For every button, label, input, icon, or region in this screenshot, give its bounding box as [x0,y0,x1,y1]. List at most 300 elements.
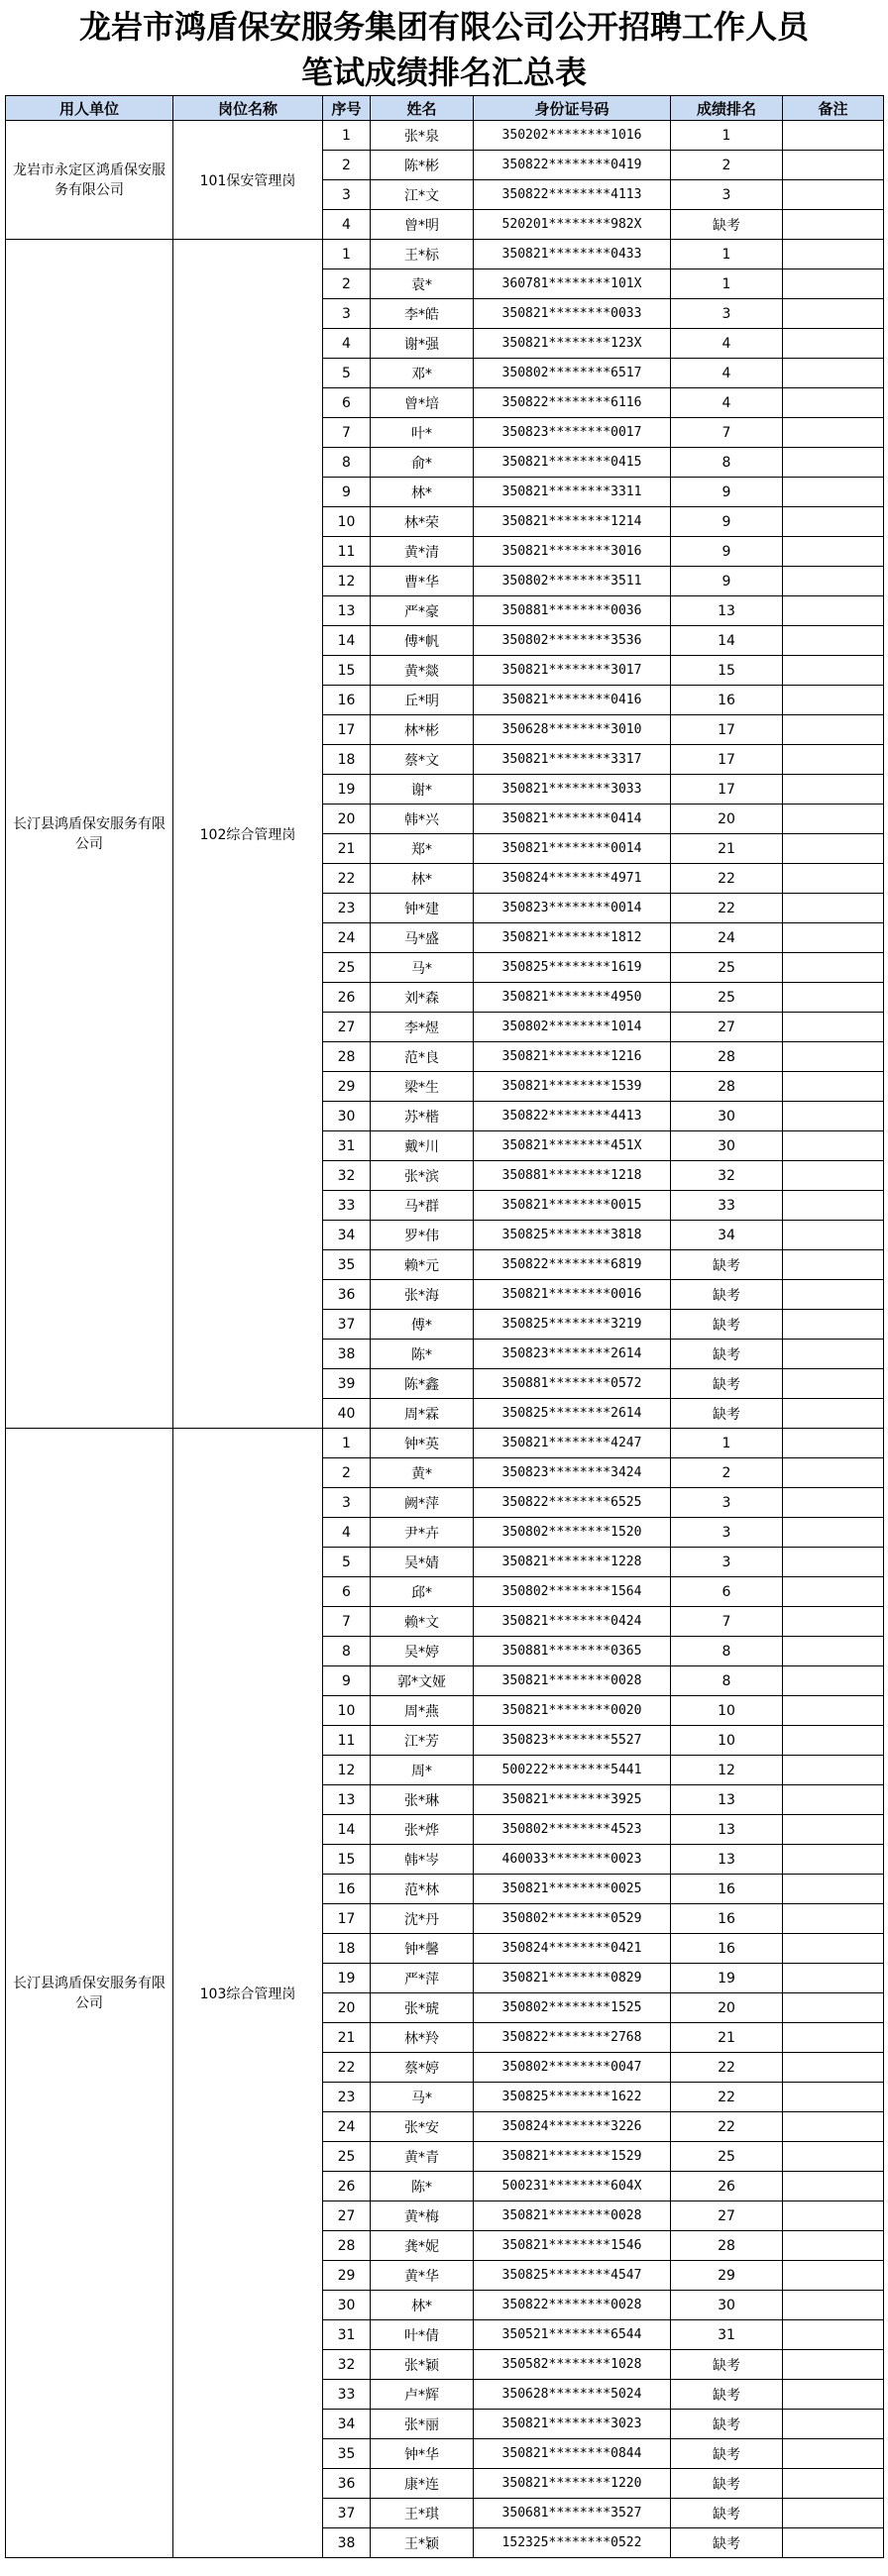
remark-cell [783,2528,884,2558]
rank-cell: 1 [671,121,783,151]
seq-cell: 21 [323,834,371,864]
remark-cell [783,2350,884,2380]
seq-cell: 28 [323,2231,371,2261]
id-cell: 350823********0014 [474,894,671,923]
id-cell: 350821********4950 [474,983,671,1013]
id-cell: 350822********2768 [474,2023,671,2053]
remark-cell [783,2201,884,2231]
seq-cell: 28 [323,1042,371,1072]
remark-cell [783,864,884,894]
seq-cell: 1 [323,1429,371,1458]
remark-cell [783,1102,884,1131]
name-cell: 张*海 [371,1280,474,1310]
seq-cell: 11 [323,537,371,567]
id-cell: 520201********982X [474,210,671,240]
name-cell: 赖*文 [371,1607,474,1637]
seq-cell: 4 [323,329,371,359]
id-cell: 350802********3536 [474,626,671,656]
seq-cell: 7 [323,418,371,448]
seq-cell: 10 [323,1696,371,1726]
remark-cell [783,953,884,983]
seq-cell: 8 [323,448,371,478]
rank-cell: 20 [671,1993,783,2023]
rank-cell: 3 [671,1518,783,1548]
seq-cell: 17 [323,715,371,745]
id-cell: 350821********0829 [474,1964,671,1993]
name-cell: 周*霖 [371,1399,474,1429]
seq-cell: 16 [323,1875,371,1904]
name-cell: 严*豪 [371,596,474,626]
seq-cell: 38 [323,1340,371,1369]
id-cell: 350802********0529 [474,1904,671,1934]
remark-cell [783,923,884,953]
seq-cell: 37 [323,1310,371,1340]
remark-cell [783,1310,884,1340]
remark-cell [783,1964,884,1993]
id-cell: 350881********0365 [474,1637,671,1666]
rank-cell: 13 [671,596,783,626]
id-cell: 350521********6544 [474,2320,671,2350]
id-cell: 350802********3511 [474,567,671,596]
seq-cell: 30 [323,1102,371,1131]
rank-cell: 20 [671,805,783,834]
rank-cell: 7 [671,418,783,448]
employer-cell: 长汀县鸿盾保安服务有限公司 [6,1429,173,2558]
name-cell: 严*萍 [371,1964,474,1993]
id-cell: 350202********1016 [474,121,671,151]
rank-cell: 30 [671,1131,783,1161]
seq-cell: 4 [323,210,371,240]
rank-cell: 3 [671,180,783,210]
id-cell: 350821********1539 [474,1072,671,1102]
rank-cell: 13 [671,1815,783,1845]
remark-cell [783,1577,884,1607]
rank-cell: 32 [671,1161,783,1191]
seq-cell: 3 [323,180,371,210]
seq-cell: 35 [323,2439,371,2469]
rank-cell: 缺考 [671,2410,783,2439]
seq-cell: 23 [323,2083,371,2112]
header-rank: 成绩排名 [671,96,783,121]
name-cell: 黄*梅 [371,2201,474,2231]
rank-cell: 缺考 [671,1369,783,1399]
id-cell: 350802********1564 [474,1577,671,1607]
id-cell: 350802********6517 [474,359,671,388]
name-cell: 刘*森 [371,983,474,1013]
id-cell: 350802********1525 [474,1993,671,2023]
name-cell: 康*连 [371,2469,474,2499]
seq-cell: 16 [323,686,371,715]
rank-cell: 缺考 [671,2499,783,2528]
id-cell: 350802********1520 [474,1518,671,1548]
seq-cell: 29 [323,2261,371,2291]
rank-cell: 9 [671,478,783,507]
remark-cell [783,1815,884,1845]
seq-cell: 26 [323,2172,371,2201]
id-cell: 350823********2614 [474,1340,671,1369]
name-cell: 傅*帆 [371,626,474,656]
rank-cell: 17 [671,745,783,775]
rank-cell: 25 [671,2142,783,2172]
remark-cell [783,151,884,180]
id-cell: 350822********6525 [474,1488,671,1518]
rank-cell: 28 [671,2231,783,2261]
header-seq: 序号 [323,96,371,121]
id-cell: 350823********3424 [474,1458,671,1488]
name-cell: 王*颖 [371,2528,474,2558]
name-cell: 张*烨 [371,1815,474,1845]
seq-cell: 15 [323,1845,371,1875]
name-cell: 林*彬 [371,715,474,745]
rank-cell: 28 [671,1072,783,1102]
name-cell: 曾*明 [371,210,474,240]
remark-cell [783,388,884,418]
rank-cell: 8 [671,1637,783,1666]
seq-cell: 38 [323,2528,371,2558]
seq-cell: 7 [323,1607,371,1637]
remark-cell [783,715,884,745]
name-cell: 谢* [371,775,474,805]
remark-cell [783,2053,884,2083]
rank-cell: 16 [671,686,783,715]
score-table [5,95,884,2558]
seq-cell: 11 [323,1726,371,1756]
remark-cell [783,1191,884,1221]
remark-cell [783,478,884,507]
seq-cell: 5 [323,1548,371,1577]
id-cell: 350825********4547 [474,2261,671,2291]
seq-cell: 36 [323,1280,371,1310]
id-cell: 350821********1228 [474,1548,671,1577]
remark-cell [783,745,884,775]
table-row [6,1429,884,1458]
seq-cell: 35 [323,1250,371,1280]
name-cell: 林* [371,2291,474,2320]
rank-cell: 13 [671,1785,783,1815]
rank-cell: 9 [671,537,783,567]
seq-cell: 17 [323,1904,371,1934]
seq-cell: 32 [323,1161,371,1191]
rank-cell: 31 [671,2320,783,2350]
id-cell: 350628********3010 [474,715,671,745]
remark-cell [783,1013,884,1042]
id-cell: 350821********451X [474,1131,671,1161]
rank-cell: 缺考 [671,2439,783,2469]
seq-cell: 40 [323,1399,371,1429]
id-cell: 350822********0028 [474,2291,671,2320]
name-cell: 沈*丹 [371,1904,474,1934]
id-cell: 350825********1622 [474,2083,671,2112]
id-cell: 360781********101X [474,269,671,299]
remark-cell [783,2083,884,2112]
rank-cell: 25 [671,983,783,1013]
rank-cell: 28 [671,1042,783,1072]
seq-cell: 29 [323,1072,371,1102]
id-cell: 350825********3219 [474,1310,671,1340]
id-cell: 350821********0424 [474,1607,671,1637]
name-cell: 蔡*文 [371,745,474,775]
id-cell: 350881********1218 [474,1161,671,1191]
remark-cell [783,359,884,388]
seq-cell: 3 [323,1488,371,1518]
id-cell: 350823********5527 [474,1726,671,1756]
rank-cell: 缺考 [671,2469,783,2499]
rank-cell: 25 [671,953,783,983]
remark-cell [783,299,884,329]
rank-cell: 3 [671,1488,783,1518]
remark-cell [783,1904,884,1934]
seq-cell: 30 [323,2291,371,2320]
rank-cell: 缺考 [671,2350,783,2380]
rank-cell: 17 [671,775,783,805]
name-cell: 李*煜 [371,1013,474,1042]
seq-cell: 1 [323,240,371,269]
seq-cell: 18 [323,1934,371,1964]
rank-cell: 16 [671,1934,783,1964]
id-cell: 350822********6116 [474,388,671,418]
id-cell: 350821********3317 [474,745,671,775]
name-cell: 黄*清 [371,537,474,567]
id-cell: 350821********0415 [474,448,671,478]
remark-cell [783,1340,884,1369]
name-cell: 范*林 [371,1875,474,1904]
id-cell: 350821********0014 [474,834,671,864]
id-cell: 350821********0028 [474,2201,671,2231]
name-cell: 韩*岑 [371,1845,474,1875]
name-cell: 钟*馨 [371,1934,474,1964]
id-cell: 500222********5441 [474,1756,671,1785]
remark-cell [783,1280,884,1310]
name-cell: 吴*婷 [371,1637,474,1666]
name-cell: 谢*强 [371,329,474,359]
seq-cell: 27 [323,1013,371,1042]
name-cell: 马*群 [371,1191,474,1221]
name-cell: 丘*明 [371,686,474,715]
name-cell: 阙*萍 [371,1488,474,1518]
seq-cell: 25 [323,2142,371,2172]
name-cell: 尹*卉 [371,1518,474,1548]
id-cell: 460033********0023 [474,1845,671,1875]
remark-cell [783,1369,884,1399]
rank-cell: 3 [671,299,783,329]
seq-cell: 19 [323,1964,371,1993]
id-cell: 350821********3023 [474,2410,671,2439]
rank-cell: 缺考 [671,2380,783,2410]
name-cell: 郑* [371,834,474,864]
rank-cell: 3 [671,1548,783,1577]
id-cell: 350681********3527 [474,2499,671,2528]
remark-cell [783,834,884,864]
remark-cell [783,448,884,478]
remark-cell [783,1488,884,1518]
id-cell: 350821********0433 [474,240,671,269]
name-cell: 郭*文娅 [371,1666,474,1696]
id-cell: 350802********0047 [474,2053,671,2083]
remark-cell [783,240,884,269]
name-cell: 陈*彬 [371,151,474,180]
rank-cell: 16 [671,1875,783,1904]
rank-cell: 7 [671,1607,783,1637]
rank-cell: 22 [671,894,783,923]
seq-cell: 37 [323,2499,371,2528]
seq-cell: 24 [323,923,371,953]
name-cell: 钟*华 [371,2439,474,2469]
id-cell: 350821********1529 [474,2142,671,2172]
header-name: 姓名 [371,96,474,121]
position-cell: 101保安管理岗 [173,121,323,240]
name-cell: 张*丽 [371,2410,474,2439]
remark-cell [783,1548,884,1577]
name-cell: 黄* [371,1458,474,1488]
rank-cell: 4 [671,329,783,359]
remark-cell [783,1637,884,1666]
seq-cell: 39 [323,1369,371,1399]
id-cell: 350822********4413 [474,1102,671,1131]
name-cell: 罗*伟 [371,1221,474,1250]
seq-cell: 26 [323,983,371,1013]
rank-cell: 29 [671,2261,783,2291]
rank-cell: 24 [671,923,783,953]
name-cell: 梁*生 [371,1072,474,1102]
remark-cell [783,121,884,151]
name-cell: 邱* [371,1577,474,1607]
remark-cell [783,2469,884,2499]
name-cell: 江*芳 [371,1726,474,1756]
id-cell: 350825********1619 [474,953,671,983]
rank-cell: 22 [671,2112,783,2142]
rank-cell: 缺考 [671,1250,783,1280]
name-cell: 张*泉 [371,121,474,151]
name-cell: 马* [371,953,474,983]
id-cell: 152325********0522 [474,2528,671,2558]
id-cell: 350821********0844 [474,2439,671,2469]
rank-cell: 缺考 [671,210,783,240]
seq-cell: 9 [323,478,371,507]
remark-cell [783,1161,884,1191]
name-cell: 李*皓 [371,299,474,329]
remark-cell [783,2142,884,2172]
rank-cell: 缺考 [671,1399,783,1429]
header-unit: 用人单位 [6,96,173,121]
id-cell: 350821********0028 [474,1666,671,1696]
seq-cell: 33 [323,2380,371,2410]
id-cell: 350821********4247 [474,1429,671,1458]
rank-cell: 9 [671,507,783,537]
name-cell: 钟*建 [371,894,474,923]
seq-cell: 25 [323,953,371,983]
name-cell: 曹*华 [371,567,474,596]
seq-cell: 4 [323,1518,371,1548]
seq-cell: 20 [323,805,371,834]
seq-cell: 36 [323,2469,371,2499]
name-cell: 林* [371,864,474,894]
rank-cell: 30 [671,2291,783,2320]
seq-cell: 33 [323,1191,371,1221]
id-cell: 350628********5024 [474,2380,671,2410]
name-cell: 林* [371,478,474,507]
name-cell: 苏*楷 [371,1102,474,1131]
name-cell: 范*良 [371,1042,474,1072]
remark-cell [783,2439,884,2469]
seq-cell: 6 [323,1577,371,1607]
rank-cell: 2 [671,1458,783,1488]
remark-cell [783,894,884,923]
seq-cell: 24 [323,2112,371,2142]
name-cell: 马*盛 [371,923,474,953]
seq-cell: 22 [323,2053,371,2083]
name-cell: 钟*英 [371,1429,474,1458]
rank-cell: 4 [671,359,783,388]
name-cell: 张*滨 [371,1161,474,1191]
remark-cell [783,2410,884,2439]
remark-cell [783,656,884,686]
rank-cell: 21 [671,834,783,864]
rank-cell: 4 [671,388,783,418]
seq-cell: 2 [323,151,371,180]
remark-cell [783,1993,884,2023]
rank-cell: 10 [671,1726,783,1756]
seq-cell: 31 [323,1131,371,1161]
name-cell: 林*荣 [371,507,474,537]
name-cell: 蔡*婷 [371,2053,474,2083]
remark-cell [783,329,884,359]
remark-cell [783,1875,884,1904]
seq-cell: 20 [323,1993,371,2023]
id-cell: 350821********0033 [474,299,671,329]
remark-cell [783,1934,884,1964]
rank-cell: 30 [671,1102,783,1131]
rank-cell: 6 [671,1577,783,1607]
id-cell: 350821********1216 [474,1042,671,1072]
remark-cell [783,2023,884,2053]
employer-cell: 龙岩市永定区鸿盾保安服务有限公司 [6,121,173,240]
rank-cell: 缺考 [671,1310,783,1340]
remark-cell [783,1250,884,1280]
rank-cell: 27 [671,1013,783,1042]
seq-cell: 27 [323,2201,371,2231]
header-position: 岗位名称 [173,96,323,121]
seq-cell: 8 [323,1637,371,1666]
seq-cell: 32 [323,2350,371,2380]
remark-cell [783,1399,884,1429]
name-cell: 张*琥 [371,1993,474,2023]
name-cell: 卢*辉 [371,2380,474,2410]
rank-cell: 21 [671,2023,783,2053]
name-cell: 黄*青 [371,2142,474,2172]
name-cell: 陈* [371,1340,474,1369]
remark-cell [783,269,884,299]
rank-cell: 14 [671,626,783,656]
seq-cell: 34 [323,2410,371,2439]
rank-cell: 1 [671,1429,783,1458]
rank-cell: 8 [671,1666,783,1696]
rank-cell: 缺考 [671,1280,783,1310]
id-cell: 350881********0572 [474,1369,671,1399]
seq-cell: 6 [323,388,371,418]
seq-cell: 21 [323,2023,371,2053]
id-cell: 350821********3016 [474,537,671,567]
remark-cell [783,1696,884,1726]
remark-cell [783,1429,884,1458]
id-cell: 350822********0419 [474,151,671,180]
seq-cell: 34 [323,1221,371,1250]
seq-cell: 14 [323,626,371,656]
id-cell: 350824********0421 [474,1934,671,1964]
id-cell: 350821********1220 [474,2469,671,2499]
name-cell: 傅* [371,1310,474,1340]
name-cell: 龚*妮 [371,2231,474,2261]
id-cell: 350881********0036 [474,596,671,626]
